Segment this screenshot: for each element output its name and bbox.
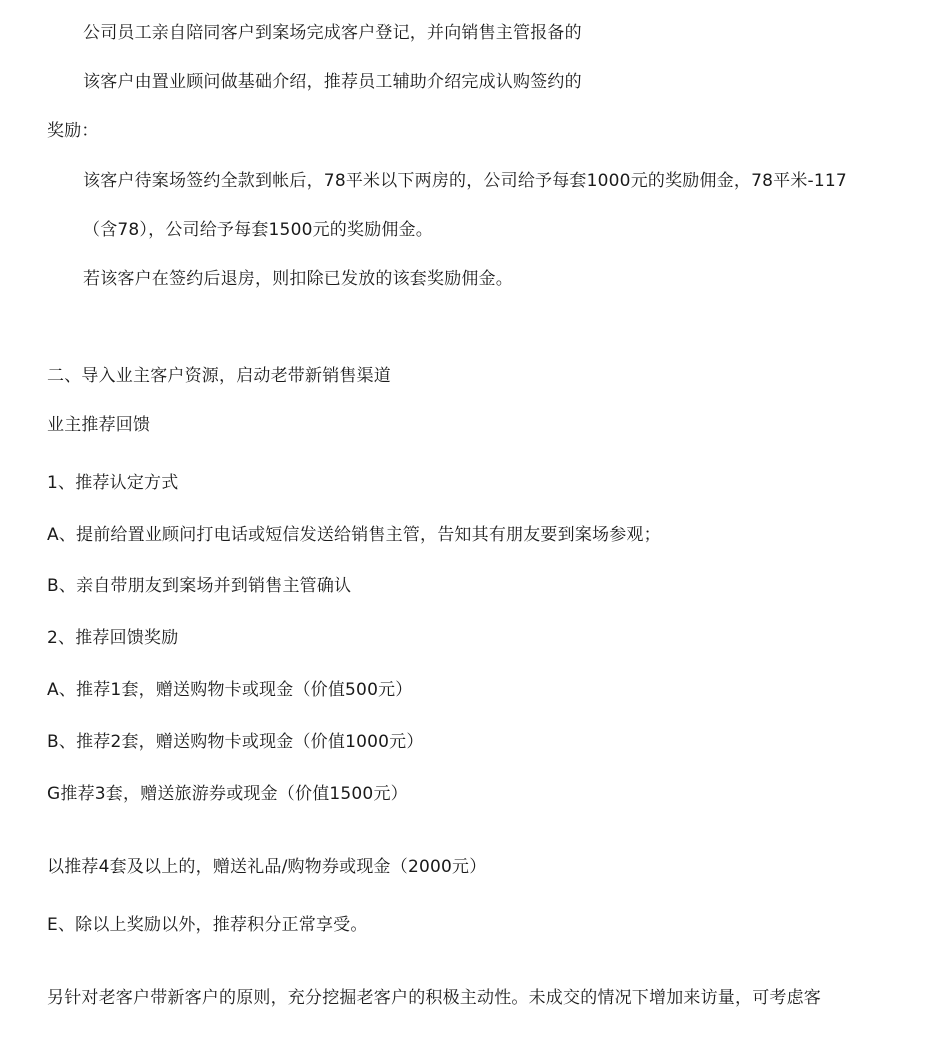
list-item-reward-b: B、推荐2套，赠送购物卡或现金（价值1000元） — [47, 732, 424, 752]
list-item-reward-a: A、推荐1套，赠送购物卡或现金（价值500元） — [47, 680, 413, 700]
paragraph-line-staff-escort: 公司员工亲自陪同客户到案场完成客户登记，并向销售主管报备的 — [83, 23, 582, 43]
paragraph-line-commission-rule-cont: （含78），公司给予每套1500元的奖励佣金。 — [83, 220, 433, 240]
list-item-recognition-a: A、提前给置业顾问打电话或短信发送给销售主管，告知其有朋友要到案场参观； — [47, 525, 661, 545]
list-item-reward-e: E、除以上奖励以外，推荐积分正常享受。 — [47, 915, 368, 935]
list-item-reward-g: G推荐3套，赠送旅游券或现金（价值1500元） — [47, 784, 408, 804]
paragraph-line-consultant-intro: 该客户由置业顾问做基础介绍，推荐员工辅助介绍完成认购签约的 — [83, 72, 582, 92]
paragraph-line-commission-rule: 该客户待案场签约全款到帐后，78平米以下两房的，公司给予每套1000元的奖励佣金，78平米-117 — [83, 171, 847, 191]
subheading-owner-feedback: 业主推荐回馈 — [47, 415, 151, 435]
paragraph-line-old-customer: 另针对老客户带新客户的原则，充分挖掘老客户的积极主动性。未成交的情况下增加来访量，可考虑客 — [47, 988, 821, 1008]
list-item-recognition-b: B、亲自带朋友到案场并到销售主管确认 — [47, 576, 352, 596]
list-heading-recognition: 1、推荐认定方式 — [47, 473, 179, 493]
paragraph-line-refund-rule: 若该客户在签约后退房，则扣除已发放的该套奖励佣金。 — [83, 269, 513, 289]
section-heading-owner-referral: 二、导入业主客户资源，启动老带新销售渠道 — [47, 366, 391, 386]
paragraph-line-reward-label: 奖励： — [47, 121, 99, 141]
list-heading-rewards: 2、推荐回馈奖励 — [47, 628, 179, 648]
list-item-reward-four-plus: 以推荐4套及以上的，赠送礼品/购物券或现金（2000元） — [47, 857, 487, 877]
